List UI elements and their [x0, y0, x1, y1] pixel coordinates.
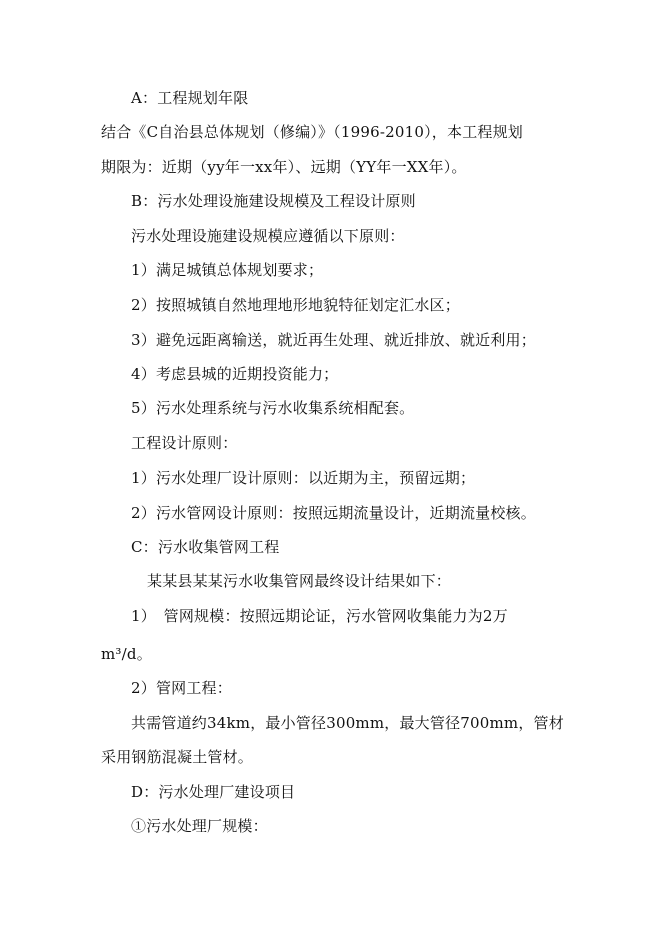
scale-item: 2）按照城镇自然地理地形地貌特征划定汇水区； — [131, 296, 460, 314]
heading-c: C：污水收集管网工程 — [131, 538, 280, 556]
c-item2-line2: 采用钢筋混凝土管材。 — [101, 748, 254, 766]
para-a-line2: 期限为：近期（yy年一xx年）、远期（YY年一XX年）。 — [101, 158, 467, 176]
design-item: 2）污水管网设计原则：按照远期流量设计，近期流量校核。 — [131, 504, 536, 522]
scale-intro: 污水处理设施建设规模应遵循以下原则： — [131, 227, 405, 245]
scale-item: 4）考虑县城的近期投资能力； — [131, 365, 339, 383]
heading-b: B：污水处理设施建设规模及工程设计原则 — [131, 192, 416, 210]
scale-item: 1）满足城镇总体规划要求； — [131, 261, 324, 279]
c-item1-line2: m³/d。 — [101, 645, 152, 663]
c-item2-line1: 共需管道约34km，最小管径300mm，最大管径700mm，管材 — [131, 714, 564, 732]
scale-item: 3）避免远距离输送，就近再生处理、就近排放、就近利用； — [131, 331, 536, 349]
scale-item: 5）污水处理系统与污水收集系统相配套。 — [131, 399, 415, 417]
heading-d: D：污水处理厂建设项目 — [131, 783, 296, 801]
c-item1-line1: 1） 管网规模：按照远期论证，污水管网收集能力为2万 — [131, 607, 508, 625]
design-intro: 工程设计原则： — [131, 434, 238, 452]
d-item1: ①污水处理厂规模： — [131, 817, 268, 835]
para-a-line1: 结合《C自治县总体规划（修编）》（1996-2010），本工程规划 — [101, 123, 523, 141]
c-intro: 某某县某某污水收集管网最终设计结果如下： — [147, 572, 452, 590]
heading-a: A：工程规划年限 — [131, 89, 249, 107]
design-item: 1）污水处理厂设计原则：以近期为主，预留远期； — [131, 469, 476, 487]
c-item2: 2）管网工程： — [131, 679, 232, 697]
